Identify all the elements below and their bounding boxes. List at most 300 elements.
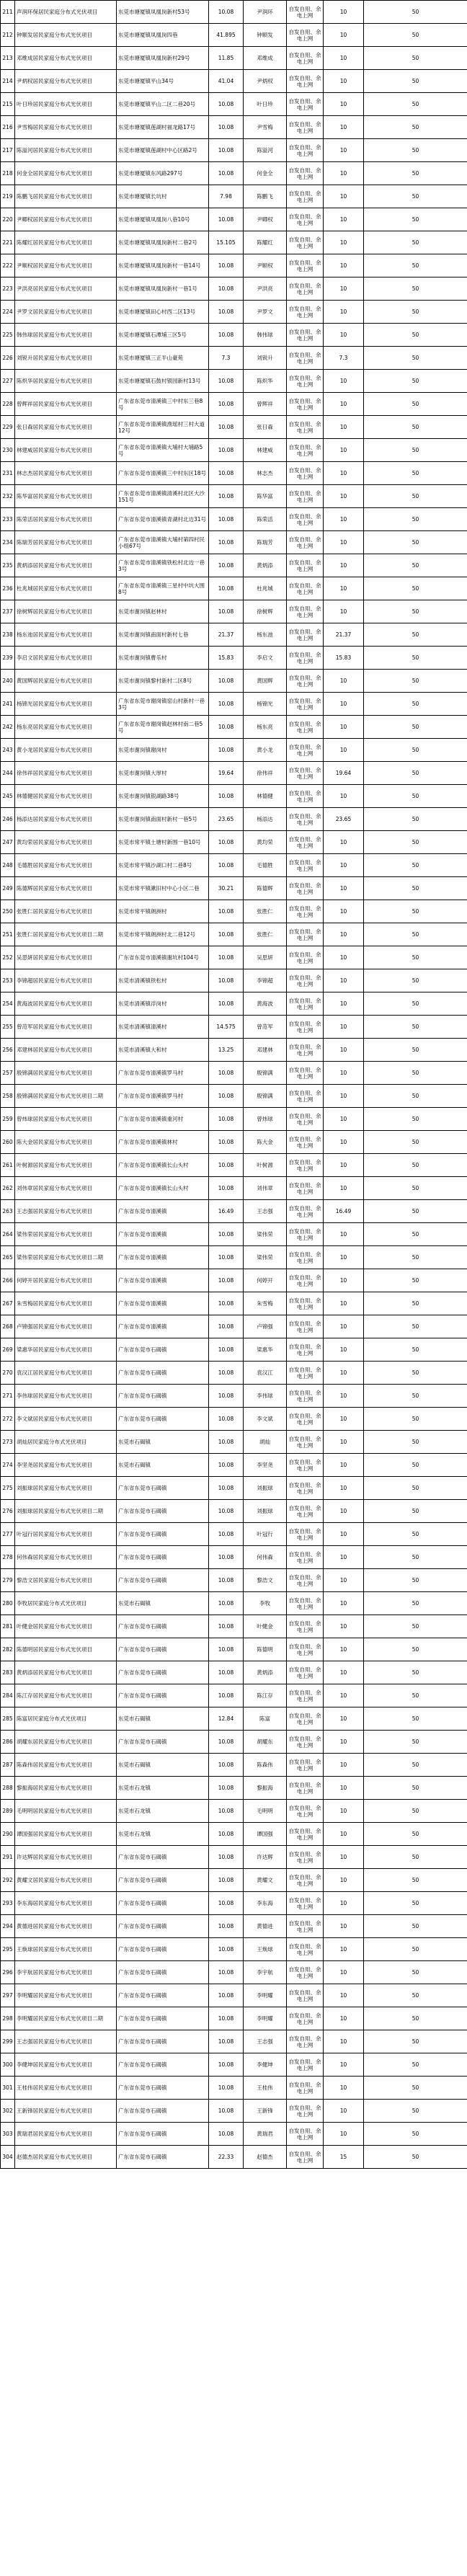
project-name-cell: 陈华富居民家庭分布式光伏项目 [15,485,117,508]
table-row [1,647,467,670]
approved-capacity-cell: 10 [324,1177,364,1200]
approved-capacity-cell: 10 [324,393,364,416]
installed-capacity-cell: 15.83 [209,647,244,670]
project-address-cell: 广东省东莞市石碣镇 [117,2100,209,2123]
project-name-cell: 王志强居民家庭分布式光伏项目 [15,2030,117,2053]
owner-name-cell: 陈瑞芳 [244,531,287,554]
project-name-cell: 刘振球居民家庭分布式光伏项目 [15,1477,117,1500]
approved-capacity-cell: 10 [324,1431,364,1454]
project-name-cell: 李伟球居民家庭分布式光伏项目 [15,1385,117,1408]
project-address-cell: 广东省东莞市石碣镇 [117,1661,209,1684]
approved-capacity-cell: 10 [324,1984,364,2007]
installed-capacity-cell: 10.08 [209,1546,244,1569]
period-cell: 50 [364,1223,467,1246]
table-row [1,301,467,324]
project-address-cell: 广东省东莞市石碣镇 [117,1569,209,1592]
approved-capacity-cell: 10 [324,1592,364,1615]
approved-capacity-cell: 7.3 [324,347,364,370]
project-address-cell: 广东省东莞市石碣镇 [117,2077,209,2100]
installed-capacity-cell: 15.105 [209,231,244,254]
owner-name-cell: 袁汉江 [244,1362,287,1385]
approved-capacity-cell: 10 [324,93,364,116]
period-cell: 50 [364,1154,467,1177]
row-number-cell: 282 [1,1638,15,1661]
project-address-cell: 广东省东莞市石碣镇 [117,1846,209,1869]
period-cell: 50 [364,739,467,762]
installed-capacity-cell: 10.08 [209,1892,244,1915]
project-address-cell: 广东省东莞市清溪镇铁松村北边一巷3号 [117,554,209,577]
project-name-cell: 陈江存居民家庭分布式光伏项目 [15,1684,117,1707]
owner-name-cell: 叶冠行 [244,1523,287,1546]
owner-name-cell: 杨添达 [244,808,287,831]
row-number-cell: 224 [1,301,15,324]
grid-mode-cell: 自发自用、余电上网 [287,2007,324,2030]
owner-name-cell: 许达辉 [244,1846,287,1869]
row-number-cell: 292 [1,1869,15,1892]
approved-capacity-cell: 10 [324,24,364,47]
row-number-cell: 213 [1,47,15,70]
owner-name-cell: 黎浩文 [244,1569,287,1592]
owner-name-cell: 杨锦光 [244,693,287,716]
table-row [1,1131,467,1154]
table-row [1,24,467,47]
project-address-cell: 广东省东莞市清溪镇 [117,1223,209,1246]
project-address-cell: 东莞市清溪镇铁松村 [117,969,209,992]
table-row [1,2146,467,2169]
project-name-cell: 李明耀居民家庭分布式光伏项目 [15,1984,117,2007]
table-row [1,785,467,808]
period-cell: 50 [364,416,467,439]
grid-mode-cell: 自发自用、余电上网 [287,2146,324,2169]
table-row [1,923,467,946]
installed-capacity-cell: 10.08 [209,2030,244,2053]
installed-capacity-cell: 10.08 [209,693,244,716]
project-address-cell: 东莞市常平镇沙湖口村二巷8号 [117,854,209,877]
project-address-cell: 广东省东莞市清溪镇长山头村 [117,1177,209,1200]
table-row [1,854,467,877]
approved-capacity-cell: 10 [324,1362,364,1385]
owner-name-cell: 梁伟荣 [244,1246,287,1269]
owner-name-cell: 李锦超 [244,969,287,992]
row-number-cell: 238 [1,623,15,647]
approved-capacity-cell: 10 [324,370,364,393]
owner-name-cell: 吴思妍 [244,946,287,969]
table-row [1,808,467,831]
row-number-cell: 264 [1,1223,15,1246]
period-cell: 50 [364,1269,467,1292]
period-cell: 50 [364,1961,467,1984]
project-name-cell: 黄均荣居民家庭分布式光伏项目 [15,831,117,854]
project-name-cell: 王焕球居民家庭分布式光伏项目 [15,1938,117,1961]
approved-capacity-cell: 10 [324,946,364,969]
row-number-cell: 226 [1,347,15,370]
table-row [1,1408,467,1431]
owner-name-cell: 刘伟章 [244,1177,287,1200]
installed-capacity-cell: 10.08 [209,462,244,485]
owner-name-cell: 张胜仁 [244,900,287,923]
owner-name-cell: 李明耀 [244,2007,287,2030]
project-address-cell: 广东省东莞市石碣镇 [117,1338,209,1362]
approved-capacity-cell: 10 [324,324,364,347]
table-row [1,693,467,716]
period-cell: 50 [364,1362,467,1385]
period-cell: 50 [364,162,467,185]
owner-name-cell: 李健坤 [244,2053,287,2077]
project-name-cell: 声润环保居民家庭分布式光伏项目 [15,1,117,24]
period-cell: 50 [364,1016,467,1039]
project-name-cell: 李坚尧居民家庭分布式光伏项目 [15,1454,117,1477]
row-number-cell: 299 [1,2030,15,2053]
row-number-cell: 289 [1,1800,15,1823]
period-cell: 50 [364,462,467,485]
period-cell: 50 [364,231,467,254]
grid-mode-cell: 自发自用、余电上网 [287,1,324,24]
grid-mode-cell: 自发自用、余电上网 [287,1546,324,1569]
row-number-cell: 259 [1,1108,15,1131]
installed-capacity-cell: 10.08 [209,1569,244,1592]
project-address-cell: 东莞市塘厦镇石潭埔三区5号 [117,324,209,347]
table-row [1,670,467,693]
project-address-cell: 广东省东莞市石碣镇 [117,2123,209,2146]
row-number-cell: 263 [1,1200,15,1223]
table-row [1,1108,467,1131]
table-row [1,969,467,992]
table-row [1,946,467,969]
grid-mode-cell: 自发自用、余电上网 [287,1269,324,1292]
grid-mode-cell: 自发自用、余电上网 [287,1362,324,1385]
period-cell: 50 [364,1661,467,1684]
table-row [1,1246,467,1269]
owner-name-cell: 李牧 [244,1592,287,1615]
project-name-cell: 梁惠华居民家庭分布式光伏项目 [15,1338,117,1362]
project-address-cell: 东莞市塘厦镇凤凰岗新村53号 [117,1,209,24]
installed-capacity-cell: 10.08 [209,1823,244,1846]
installed-capacity-cell: 10.08 [209,1246,244,1269]
period-cell: 50 [364,946,467,969]
row-number-cell: 279 [1,1569,15,1592]
table-row [1,1823,467,1846]
project-address-cell: 广东省东莞市石碣镇 [117,2007,209,2030]
period-cell: 50 [364,1246,467,1269]
row-number-cell: 269 [1,1338,15,1362]
grid-mode-cell: 自发自用、余电上网 [287,785,324,808]
grid-mode-cell: 自发自用、余电上网 [287,1892,324,1915]
row-number-cell: 250 [1,900,15,923]
installed-capacity-cell: 10.08 [209,208,244,231]
project-name-cell: 陈炽华居民家庭分布式光伏项目 [15,370,117,393]
table-row [1,1200,467,1223]
approved-capacity-cell: 10 [324,1661,364,1684]
row-number-cell: 258 [1,1085,15,1108]
owner-name-cell: 杨东池 [244,623,287,647]
installed-capacity-cell: 10.08 [209,946,244,969]
project-address-cell: 东莞市塘厦镇平山34号 [117,70,209,93]
project-address-cell: 广东省东莞市清溪镇林村 [117,1131,209,1154]
project-name-cell: 陈大金居民家庭分布式光伏项目 [15,1131,117,1154]
project-name-cell: 韩伟球居民家庭分布式光伏项目 [15,324,117,347]
grid-mode-cell: 自发自用、余电上网 [287,1454,324,1477]
project-address-cell: 广东省东莞市清溪镇重河村 [117,1108,209,1131]
owner-name-cell: 陈森伟 [244,1754,287,1777]
owner-name-cell: 李宇航 [244,1961,287,1984]
table-row [1,1385,467,1408]
grid-mode-cell: 自发自用、余电上网 [287,1938,324,1961]
owner-name-cell: 杜兆城 [244,577,287,600]
row-number-cell: 271 [1,1385,15,1408]
owner-name-cell: 殷锦满 [244,1062,287,1085]
installed-capacity-cell: 10.08 [209,923,244,946]
installed-capacity-cell: 10.08 [209,900,244,923]
approved-capacity-cell: 10 [324,70,364,93]
project-name-cell: 杨东池居民家庭分布式光伏项目 [15,623,117,647]
row-number-cell: 232 [1,485,15,508]
owner-name-cell: 黄耀文 [244,1869,287,1892]
grid-mode-cell: 自发自用、余电上网 [287,1085,324,1108]
grid-mode-cell: 自发自用、余电上网 [287,277,324,301]
approved-capacity-cell: 10 [324,877,364,900]
approved-capacity-cell: 10 [324,1039,364,1062]
grid-mode-cell: 自发自用、余电上网 [287,1154,324,1177]
project-address-cell: 东莞市清溪镇清溪村 [117,1016,209,1039]
period-cell: 50 [364,2100,467,2123]
owner-name-cell: 曾炜球 [244,1108,287,1131]
row-number-cell: 303 [1,2123,15,2146]
grid-mode-cell: 自发自用、余电上网 [287,1638,324,1661]
project-address-cell: 广东省东莞市石碣镇 [117,1961,209,1984]
project-address-cell: 广东省东莞市石碣镇 [117,1523,209,1546]
project-name-cell: 林志杰居民家庭分布式光伏项目 [15,462,117,485]
approved-capacity-cell: 21.37 [324,623,364,647]
grid-mode-cell: 自发自用、余电上网 [287,554,324,577]
period-cell: 50 [364,508,467,531]
grid-mode-cell: 自发自用、余电上网 [287,900,324,923]
row-number-cell: 260 [1,1131,15,1154]
grid-mode-cell: 自发自用、余电上网 [287,2077,324,2100]
approved-capacity-cell: 10 [324,1961,364,1984]
installed-capacity-cell: 10.08 [209,1062,244,1085]
period-cell: 50 [364,2030,467,2053]
project-name-cell: 黄瑞君居民家庭分布式光伏项目 [15,2123,117,2146]
row-number-cell: 266 [1,1269,15,1292]
approved-capacity-cell: 16.49 [324,1200,364,1223]
project-address-cell: 广东省东莞市石碣镇 [117,1869,209,1892]
period-cell: 50 [364,185,467,208]
row-number-cell: 233 [1,508,15,531]
grid-mode-cell: 自发自用、余电上网 [287,693,324,716]
table-row [1,277,467,301]
installed-capacity-cell: 10.08 [209,1085,244,1108]
grid-mode-cell: 自发自用、余电上网 [287,208,324,231]
approved-capacity-cell: 15.83 [324,647,364,670]
grid-mode-cell: 自发自用、余电上网 [287,1477,324,1500]
grid-mode-cell: 自发自用、余电上网 [287,1961,324,1984]
period-cell: 50 [364,762,467,785]
approved-capacity-cell: 10 [324,1523,364,1546]
row-number-cell: 256 [1,1039,15,1062]
project-name-cell: 黄德进居民家庭分布式光伏项目 [15,1915,117,1938]
installed-capacity-cell: 10.08 [209,116,244,139]
installed-capacity-cell: 10.08 [209,1661,244,1684]
project-address-cell: 东莞市谢岗镇黎村新村二区8号 [117,670,209,693]
approved-capacity-cell: 23.65 [324,808,364,831]
owner-name-cell: 王焕球 [244,1938,287,1961]
grid-mode-cell: 自发自用、余电上网 [287,577,324,600]
owner-name-cell: 何伟森 [244,1546,287,1569]
period-cell: 50 [364,2053,467,2077]
owner-name-cell: 刘锐升 [244,347,287,370]
owner-name-cell: 叶日珍 [244,93,287,116]
period-cell: 50 [364,992,467,1016]
project-address-cell: 广东省东莞市石碣镇 [117,1408,209,1431]
grid-mode-cell: 自发自用、余电上网 [287,1177,324,1200]
period-cell: 50 [364,1707,467,1731]
owner-name-cell: 徐伟祥 [244,762,287,785]
table-row [1,1062,467,1085]
row-number-cell: 253 [1,969,15,992]
row-number-cell: 241 [1,693,15,716]
project-address-cell: 广东省东莞市石碣镇 [117,1477,209,1500]
project-address-cell: 东莞市谢岗镇南面村新村一巷5号 [117,808,209,831]
project-name-cell: 黎振海居民家庭分布式光伏项目 [15,1777,117,1800]
grid-mode-cell: 自发自用、余电上网 [287,1431,324,1454]
period-cell: 50 [364,1777,467,1800]
owner-name-cell: 陈德辉 [244,877,287,900]
approved-capacity-cell: 10 [324,1846,364,1869]
project-address-cell: 广东省东莞市石碣镇 [117,2053,209,2077]
period-cell: 50 [364,1454,467,1477]
row-number-cell: 283 [1,1661,15,1684]
approved-capacity-cell: 10 [324,1223,364,1246]
project-name-cell: 徐树辉居民家庭分布式光伏项目 [15,600,117,623]
period-cell: 50 [364,716,467,739]
row-number-cell: 217 [1,139,15,162]
row-number-cell: 272 [1,1408,15,1431]
period-cell: 50 [364,1062,467,1085]
row-number-cell: 218 [1,162,15,185]
table-row [1,462,467,485]
table-row [1,1569,467,1592]
row-number-cell: 249 [1,877,15,900]
grid-mode-cell: 自发自用、余电上网 [287,47,324,70]
row-number-cell: 223 [1,277,15,301]
table-row [1,1177,467,1200]
table-row [1,1592,467,1615]
owner-name-cell: 王志强 [244,2030,287,2053]
project-name-cell: 刘锐升居民家庭分布式光伏项目 [15,347,117,370]
row-number-cell: 301 [1,2077,15,2100]
table-body [1,1,467,2169]
owner-name-cell: 邓维成 [244,47,287,70]
project-name-cell: 曾辉祥居民家庭分布式光伏项目 [15,393,117,416]
installed-capacity-cell: 10.08 [209,1269,244,1292]
project-address-cell: 东莞市塘厦镇凤凰岗新村一巷14号 [117,254,209,277]
table-row [1,1085,467,1108]
grid-mode-cell: 自发自用、余电上网 [287,1131,324,1154]
approved-capacity-cell: 10 [324,185,364,208]
project-name-cell: 徐伟祥居民家庭分布式光伏项目 [15,762,117,785]
grid-mode-cell: 自发自用、余电上网 [287,301,324,324]
grid-mode-cell: 自发自用、余电上网 [287,1684,324,1707]
approved-capacity-cell: 10 [324,485,364,508]
grid-mode-cell: 自发自用、余电上网 [287,600,324,623]
grid-mode-cell: 自发自用、余电上网 [287,185,324,208]
period-cell: 50 [364,208,467,231]
owner-name-cell: 杨东亮 [244,716,287,739]
owner-name-cell: 梁伟荣 [244,1223,287,1246]
owner-name-cell: 胡灿 [244,1431,287,1454]
approved-capacity-cell: 10 [324,1085,364,1108]
grid-mode-cell: 自发自用、余电上网 [287,1569,324,1592]
approved-capacity-cell: 10 [324,1800,364,1823]
grid-mode-cell: 自发自用、余电上网 [287,24,324,47]
table-row [1,1915,467,1938]
approved-capacity-cell: 10 [324,2053,364,2077]
grid-mode-cell: 自发自用、余电上网 [287,70,324,93]
table-row [1,347,467,370]
installed-capacity-cell: 10.08 [209,1592,244,1615]
owner-name-cell: 梁惠华 [244,1338,287,1362]
project-address-cell: 东莞市塘厦镇凤凰岗四巷 [117,24,209,47]
project-address-cell: 广东省东莞市石碣镇 [117,2146,209,2169]
period-cell: 50 [364,347,467,370]
project-address-cell: 广东省东莞市清溪镇 [117,1246,209,1269]
project-name-cell: 张胜仁居民家庭分布式光伏项目二期 [15,923,117,946]
installed-capacity-cell: 10.08 [209,2077,244,2100]
project-name-cell: 尹雪梅居民家庭分布式光伏项目 [15,116,117,139]
grid-mode-cell: 自发自用、余电上网 [287,231,324,254]
table-row [1,1,467,24]
project-address-cell: 广东省东莞市石碣镇 [117,1546,209,1569]
grid-mode-cell: 自发自用、余电上网 [287,439,324,462]
project-address-cell: 广东省东莞市清溪镇 [117,1269,209,1292]
installed-capacity-cell: 10.08 [209,93,244,116]
project-name-cell: 毛德胜居民家庭分布式光伏项目 [15,854,117,877]
table-row [1,877,467,900]
owner-name-cell: 陈华富 [244,485,287,508]
approved-capacity-cell: 10 [324,670,364,693]
project-address-cell: 东莞市塘厦镇莲湖村中心区路2号 [117,139,209,162]
project-address-cell: 广东省东莞市石碣镇 [117,1385,209,1408]
period-cell: 50 [364,1915,467,1938]
project-address-cell: 东莞市石碣镇 [117,1454,209,1477]
project-address-cell: 东莞市塘厦镇石鼓村银园新村13号 [117,370,209,393]
project-address-cell: 广东省东莞市谢岗镇赵林村南二巷5号 [117,716,209,739]
period-cell: 50 [364,1200,467,1223]
row-number-cell: 274 [1,1454,15,1477]
approved-capacity-cell: 15 [324,2146,364,2169]
project-address-cell: 广东省东莞市清溪镇大埔村大埔路5号 [117,439,209,462]
row-number-cell: 273 [1,1431,15,1454]
installed-capacity-cell: 10.08 [209,1523,244,1546]
row-number-cell: 254 [1,992,15,1016]
period-cell: 50 [364,693,467,716]
project-address-cell: 广东省东莞市石碣镇 [117,2030,209,2053]
period-cell: 50 [364,1938,467,1961]
approved-capacity-cell: 10 [324,508,364,531]
row-number-cell: 237 [1,600,15,623]
row-number-cell: 255 [1,1016,15,1039]
grid-mode-cell: 自发自用、余电上网 [287,462,324,485]
row-number-cell: 222 [1,254,15,277]
approved-capacity-cell: 10 [324,1269,364,1292]
row-number-cell: 281 [1,1615,15,1638]
installed-capacity-cell: 14.575 [209,1016,244,1039]
table-row [1,93,467,116]
owner-name-cell: 林德健 [244,785,287,808]
table-row [1,1154,467,1177]
period-cell: 50 [364,969,467,992]
project-name-cell: 陈德辉居民家庭分布式光伏项目 [15,877,117,900]
